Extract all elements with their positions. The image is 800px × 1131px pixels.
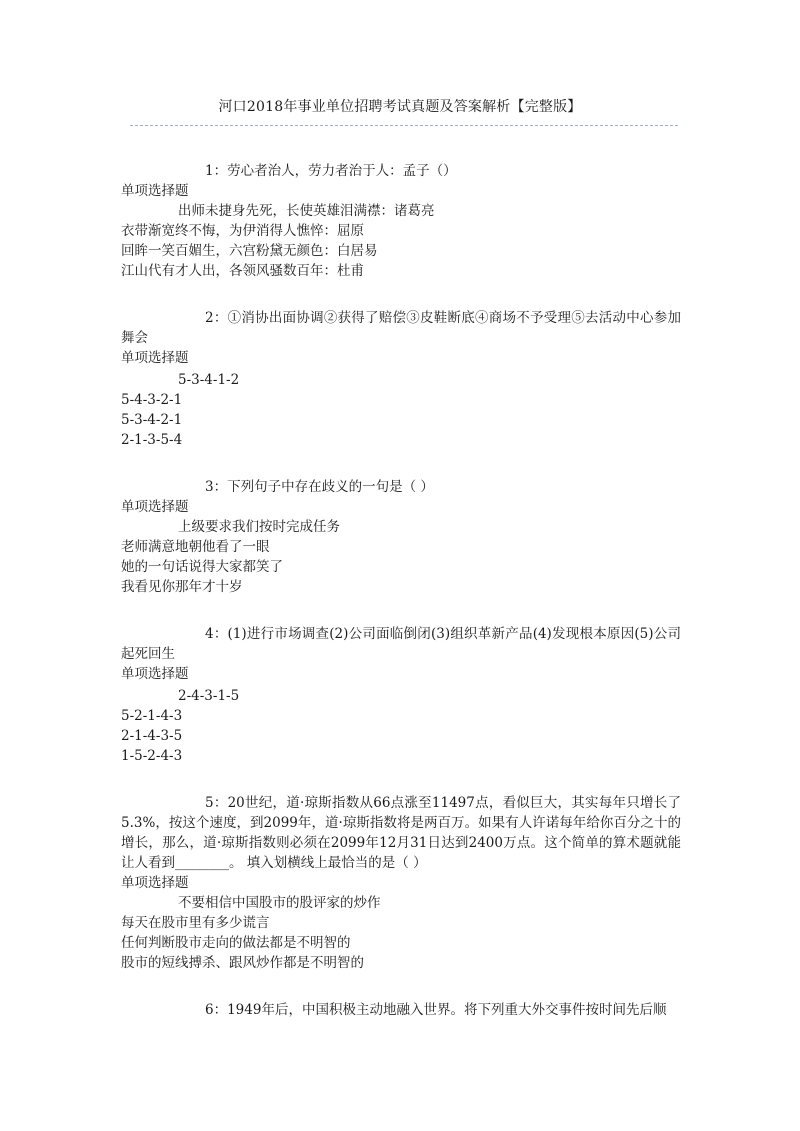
question-type: 单项选择题 — [121, 350, 189, 366]
option-a: 上级要求我们按时完成任务 — [178, 519, 340, 535]
question-stem: 6：1949年后，中国积极主动地融入世界。将下列重大外交事件按时间先后顺 — [205, 1002, 667, 1018]
document-title: 河口2018年事业单位招聘考试真题及答案解析【完整版】 — [218, 99, 582, 115]
option-a: 5-3-4-1-2 — [178, 372, 240, 388]
question-4 — [121, 624, 681, 766]
option-d: 股市的短线搏杀、跟风炒作都是不明智的 — [121, 955, 364, 971]
question-type: 单项选择题 — [121, 183, 189, 199]
question-stem: 3：下列句子中存在歧义的一句是（ ） — [205, 479, 434, 495]
option-b: 衣带渐宽终不悔，为伊消得人憔悴：屈原 — [121, 223, 364, 239]
option-b: 老师满意地朝他看了一眼 — [121, 539, 270, 555]
question-2 — [121, 308, 681, 450]
option-c: 回眸一笑百媚生，六宫粉黛无颜色：白居易 — [121, 243, 378, 259]
question-list — [121, 161, 681, 1047]
question-type: 单项选择题 — [121, 666, 189, 682]
option-a: 2-4-3-1-5 — [178, 688, 240, 704]
question-1 — [121, 161, 681, 281]
option-a: 不要相信中国股市的股评家的炒作 — [178, 895, 381, 911]
question-type: 单项选择题 — [121, 499, 189, 515]
option-d: 我看见你那年才十岁 — [121, 579, 243, 595]
option-c: 任何判断股市走向的做法都是不明智的 — [121, 935, 351, 951]
question-stem: 4：(1)进行市场调查(2)公司面临倒闭(3)组织革新产品(4)发现根本原因(5)公司起死回生 — [121, 626, 681, 662]
question-3 — [121, 477, 681, 597]
question-type: 单项选择题 — [121, 875, 189, 891]
option-d: 2-1-3-5-4 — [121, 432, 183, 448]
option-b: 5-4-3-2-1 — [121, 392, 183, 408]
option-c: 5-3-4-2-1 — [121, 412, 183, 428]
title-divider — [130, 125, 678, 126]
option-c: 她的一句话说得大家都笑了 — [121, 559, 283, 575]
question-stem: 2：①消协出面协调②获得了赔偿③皮鞋断底④商场不予受理⑤去活动中心参加舞会 — [121, 310, 681, 346]
question-stem: 1：劳心者治人，劳力者治于人：孟子（） — [205, 163, 457, 179]
option-d: 江山代有才人出，各领风骚数百年：杜甫 — [121, 263, 364, 279]
option-b: 每天在股市里有多少谎言 — [121, 915, 270, 931]
question-5 — [121, 793, 681, 973]
question-6 — [121, 1000, 681, 1020]
option-a: 出师未捷身先死，长使英雄泪满襟：诸葛亮 — [178, 203, 435, 219]
question-stem: 5：20世纪，道·琼斯指数从66点涨至11497点，看似巨大，其实每年只增长了5.3%，按这个速度，到2099年，道·琼斯指数将是两百万。如果有人许诺每年给你百分之十的增长，那么，道·琼斯指数则必须在2099年12月31日达到2400万点。这个简单的算术题就能让人看到________。 填入划横线上最恰当的是（ ） — [121, 795, 681, 871]
option-d: 1-5-2-4-3 — [121, 748, 183, 764]
option-c: 2-1-4-3-5 — [121, 728, 183, 744]
option-b: 5-2-1-4-3 — [121, 708, 183, 724]
